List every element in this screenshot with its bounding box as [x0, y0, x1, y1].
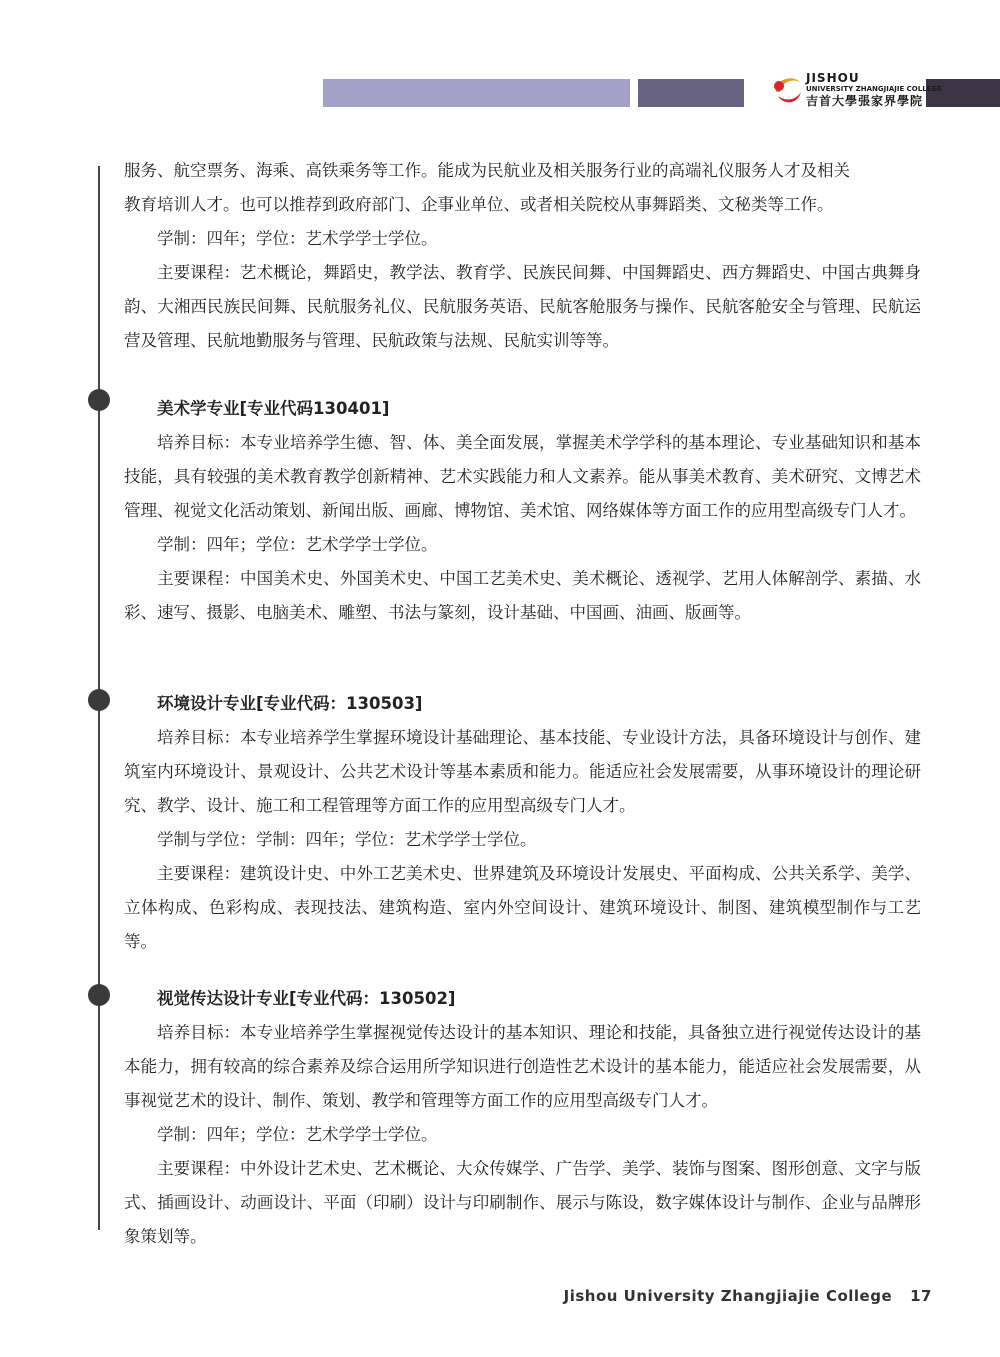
section-title: 环境设计专业[专业代码：130503] — [157, 694, 423, 713]
section-goal: 培养目标：本专业培养学生德、智、体、美全面发展，掌握美术学学科的基本理论、专业基础知识和基本技能，具有较强的美术教育教学创新精神、艺术实践能力和人文素养。能从事美术教育、美术研究、文博艺术管理、视觉文化活动策划、新闻出版、画廊、博物馆、美术馆、网络媒体等方面工作的应用型高级专门人才。 — [124, 433, 921, 520]
section-schooling: 学制与学位：学制：四年；学位：艺术学学士学位。 — [157, 830, 537, 849]
section-courses: 主要课程：中外设计艺术史、艺术概论、大众传媒学、广告学、美学、装饰与图案、图形创意、文字与版式、插画设计、动画设计、平面（印刷）设计与印刷制作、展示与陈设，数字媒体设计与制作、企业与品牌形象策划等。 — [124, 1159, 921, 1246]
header-bar-light — [323, 79, 630, 107]
intro-schooling: 学制：四年；学位：艺术学学士学位。 — [157, 229, 438, 248]
section-schooling: 学制：四年；学位：艺术学学士学位。 — [157, 535, 438, 554]
section-schooling: 学制：四年；学位：艺术学学士学位。 — [157, 1125, 438, 1144]
intro-line: 服务、航空票务、海乘、高铁乘务等工作。能成为民航业及相关服务行业的高端礼仪服务人才及相关 — [124, 161, 850, 180]
section-goal: 培养目标：本专业培养学生掌握视觉传达设计的基本知识、理论和技能，具备独立进行视觉传达设计的基本能力，拥有较高的综合素养及综合运用所学知识进行创造性艺术设计的基本能力，能适应社会发展需要，从事视觉艺术的设计、制作、策划、教学和管理等方面工作的应用型高级专门人才。 — [124, 1023, 921, 1110]
major-section-environment-design — [124, 687, 921, 959]
page-number: 17 — [910, 1287, 932, 1305]
footer-college-name: Jishou University Zhangjiajie College — [563, 1287, 893, 1305]
header-bar-medium — [638, 79, 744, 107]
section-title: 视觉传达设计专业[专业代码：130502] — [157, 989, 456, 1008]
logo-text-chinese: 吉首大學張家界學院 — [806, 94, 924, 108]
logo-emblem-icon — [770, 72, 804, 110]
intro-line: 教育培训人才。也可以推荐到政府部门、企事业单位、或者相关院校从事舞蹈类、文秘类等工作。 — [124, 195, 834, 214]
logo-text-university: UNIVERSITY ZHANGJIAJIE COLLEGE — [806, 85, 942, 93]
section-title: 美术学专业[专业代码130401] — [157, 399, 390, 418]
major-section-fine-arts — [124, 392, 921, 630]
timeline-dot — [88, 389, 110, 411]
major-section-visual-communication — [124, 982, 921, 1254]
section-courses: 主要课程：中国美术史、外国美术史、中国工艺美术史、美术概论、透视学、艺用人体解剖学、素描、水彩、速写、摄影、电脑美术、雕塑、书法与篆刻，设计基础、中国画、油画、版画等。 — [124, 569, 921, 622]
intro-courses: 主要课程：艺术概论，舞蹈史，教学法、教育学、民族民间舞、中国舞蹈史、西方舞蹈史、中国古典舞身韵、大湘西民族民间舞、民航服务礼仪、民航服务英语、民航客舱服务与操作、民航客舱安全与管理、民航运营及管理、民航地勤服务与管理、民航政策与法规、民航实训等等。 — [124, 263, 921, 350]
section-courses: 主要课程：建筑设计史、中外工艺美术史、世界建筑及环境设计发展史、平面构成、公共关系学、美学、立体构成、色彩构成、表现技法、建筑构造、室内外空间设计、建筑环境设计、制图、建筑模型制作与工艺等。 — [124, 864, 921, 951]
header-bar-dark — [926, 79, 1000, 107]
timeline-dot — [88, 689, 110, 711]
page-footer — [564, 1287, 932, 1305]
section-goal: 培养目标：本专业培养学生掌握环境设计基础理论、基本技能、专业设计方法，具备环境设计与创作、建筑室内环境设计、景观设计、公共艺术设计等基本素质和能力。能适应社会发展需要，从事环境设计的理论研究、教学、设计、施工和工程管理等方面工作的应用型高级专门人才。 — [124, 728, 921, 815]
college-logo — [770, 70, 942, 114]
timeline-dot — [88, 984, 110, 1006]
logo-text-jishou: JISHOU — [806, 71, 860, 85]
intro-section — [124, 154, 921, 358]
